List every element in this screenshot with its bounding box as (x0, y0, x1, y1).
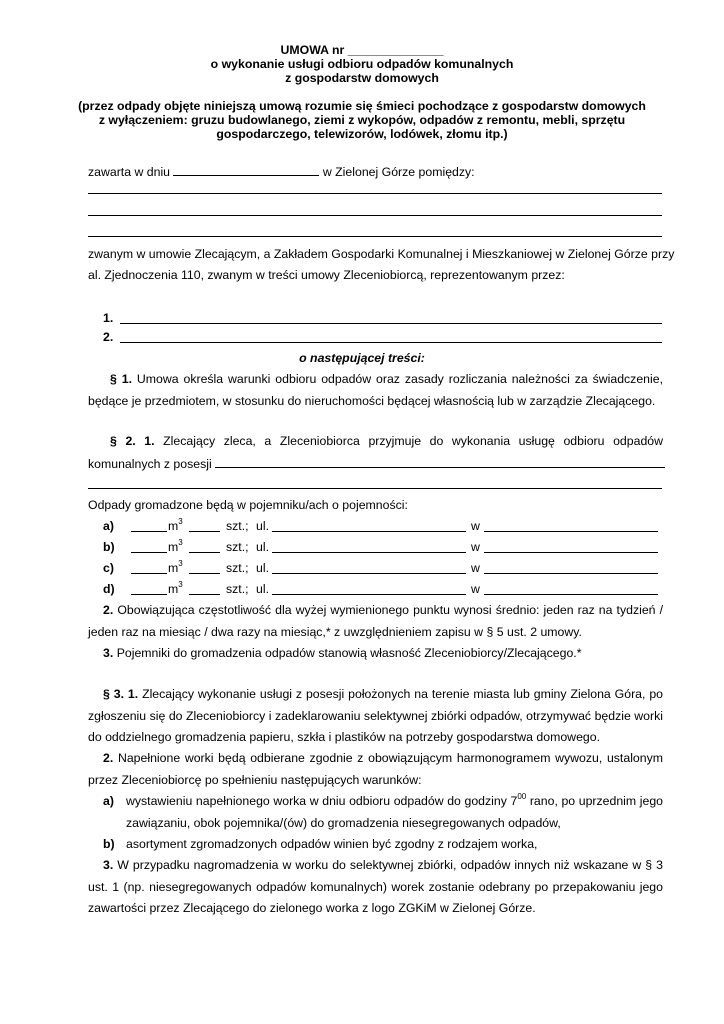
container-count-field[interactable] (189, 562, 220, 574)
intro-date-label: zawarta w dniu (88, 165, 171, 179)
container-unit (168, 516, 183, 533)
scope-note-1: (przez odpady objęte niniejszą umową rozumie się śmieci pochodzące z gospodarstw domowych (78, 99, 646, 113)
unit-exp: 3 (178, 516, 183, 526)
container-street-field[interactable] (272, 583, 466, 595)
unit-m: m (168, 561, 179, 575)
s2-p2-number: 2. (103, 603, 114, 617)
unit-exp: 3 (178, 537, 183, 547)
container-location-field[interactable] (484, 583, 658, 595)
container-unit (168, 579, 183, 596)
scope-note-3: gospodarczego, telewizorów, lodówek, złomu itp.) (216, 127, 508, 141)
s2-line-2 (88, 456, 665, 470)
date-field[interactable] (173, 164, 319, 176)
party-blank-line-3[interactable] (88, 236, 662, 237)
s1-text-1: Umowa określa warunki odbioru odpadów oraz zasady rozliczania należności za świadczenie, (136, 372, 664, 386)
container-volume-field[interactable] (131, 520, 167, 532)
container-volume-field[interactable] (131, 541, 167, 553)
container-row-letter: c) (103, 561, 114, 575)
s3-b-line: asortyment zgromadzonych odpadów winien być zgodny z rodzajem worka, (126, 837, 538, 851)
s2-p3-text: Pojemniki do gromadzenia odpadów stanowią własność Zleceniobiorcy/Zlecającego.* (116, 646, 582, 660)
property-address-line-2[interactable] (88, 488, 662, 489)
container-szt-label: szt.; (226, 582, 249, 596)
unit-exp: 3 (178, 579, 183, 589)
container-street-label: ul. (256, 540, 269, 554)
container-w-label: w (471, 540, 480, 554)
container-w-label: w (471, 582, 480, 596)
s2-p2-line-2: jeden raz na miesiąc / dwa razy na miesiąc,* z uwzględnieniem zapisu w § 5 ust. 2 umowy. (88, 625, 582, 639)
container-volume-field[interactable] (131, 583, 167, 595)
rep-2-number: 2. (103, 330, 114, 344)
representative-1-field[interactable] (120, 323, 662, 324)
s2-text-1: Zlecający zleca, a Zleceniobiorca przyjmuje do wykonania usługę odbioru odpadów (163, 434, 664, 448)
s3-p3-line-2: ust. 1 (np. niesegregowanych odpadów komunalnych) worek zostanie odebrany po przepakowaniu jego (88, 880, 663, 894)
representative-2 (103, 331, 113, 343)
container-volume-field[interactable] (131, 562, 167, 574)
content-heading: o następującej treści: (299, 351, 425, 365)
representative-2-field[interactable] (120, 342, 662, 343)
containers-intro: Odpady gromadzone będą w pojemniku/ach o pojemności: (88, 498, 408, 512)
contract-subtitle-1: o wykonanie usługi odbioru odpadów komunalnych (210, 57, 514, 71)
s3-label: § 3. 1. (103, 687, 139, 701)
container-street-label: ul. (256, 582, 269, 596)
container-street-label: ul. (256, 561, 269, 575)
s3-line-1 (103, 688, 663, 700)
s1-line-2: będące je przedmiotem, w stosunku do nieruchomości będącej własnością lub w zarządzie Zlecającego. (88, 394, 656, 408)
s2-p2-line-1 (103, 604, 663, 616)
unit-m: m (168, 519, 179, 533)
s2-line-1 (110, 435, 663, 447)
scope-note-2: z wyłączeniem: gruzu budowlanego, ziemi z wykopów, odpadów z remontu, mebli, sprzętu (98, 113, 626, 127)
party-blank-line-1[interactable] (88, 193, 662, 194)
property-address-field[interactable] (215, 456, 665, 468)
s3-p3-text-1: W przypadku nagromadzenia w worku do selektywnej zbiórki, odpadów innych niż wskazane w § 3 (117, 858, 664, 872)
s1-label: § 1. (110, 372, 132, 386)
container-location-field[interactable] (484, 520, 658, 532)
contract-subtitle-2: z gospodarstw domowych (285, 71, 439, 85)
container-row-letter: d) (103, 582, 115, 596)
s3-p2-text-1: Napełnione worki będą odbierane zgodnie z obowiązującym harmonogramem wywozu, ustalonym (117, 751, 663, 765)
container-w-label: w (471, 561, 480, 575)
container-street-field[interactable] (272, 562, 466, 574)
container-street-field[interactable] (272, 541, 466, 553)
intro-zwanym-1: zwanym w umowie Zlecającym, a Zakładem Gospodarki Komunalnej i Mieszkaniowej w Zielonej Górze przy (88, 247, 675, 261)
container-location-field[interactable] (484, 562, 658, 574)
unit-m: m (168, 540, 179, 554)
container-unit (168, 558, 183, 575)
s2-p2-text-1: Obowiązująca częstotliwość dla wyżej wymienionego punktu wynosi średnio: jeden raz na tydzień / (117, 603, 663, 617)
container-szt-label: szt.; (226, 540, 249, 554)
container-location-field[interactable] (484, 541, 658, 553)
party-blank-line-2[interactable] (88, 215, 662, 216)
container-street-field[interactable] (272, 520, 466, 532)
container-szt-label: szt.; (226, 519, 249, 533)
s3-p3-number: 3. (103, 858, 114, 872)
container-w-label: w (471, 519, 480, 533)
container-count-field[interactable] (189, 520, 220, 532)
representative-1 (103, 312, 113, 324)
intro-zwanym-2: al. Zjednoczenia 110, zwanym w treści umowy Zleceniobiorcą, reprezentowanym przez: (88, 268, 565, 282)
s3-p2-line-2: przez Zleceniobiorcę po spełnieniu następujących warunków: (88, 773, 422, 787)
s3-text-1: Zlecający wykonanie usługi z posesji położonych na terenie miasta lub gminy Zielona Góra, po (142, 687, 664, 701)
container-street-label: ul. (256, 519, 269, 533)
intro-line (88, 164, 475, 178)
s3-line-3: do oddzielnego gromadzenia papieru, szkła i plastików na potrzeby gospodarstwa domowego. (88, 730, 600, 744)
s3-a-line-1 (126, 791, 663, 808)
container-count-field[interactable] (189, 583, 220, 595)
container-count-field[interactable] (189, 541, 220, 553)
s3-p3-line-1 (103, 859, 663, 871)
container-unit (168, 537, 183, 554)
s3-p3-line-3: zawartości przez Zlecającego do zielonego worka z logo ZGKiM w Zielonej Górze. (88, 901, 536, 915)
container-szt-label: szt.; (226, 561, 249, 575)
s3-p2-number: 2. (103, 751, 114, 765)
s3-p2-line-1 (103, 752, 663, 764)
s2-text-2: komunalnych z posesji (88, 457, 212, 471)
s3-line-2: zgłoszeniu się do Zleceniobiorcy i zadeklarowaniu selektywnej zbiórki odpadów, otrzymywać będzie worki (88, 709, 663, 723)
s3-b-label: b) (103, 837, 115, 851)
unit-exp: 3 (178, 558, 183, 568)
s3-a-text: wystawieniu napełnionego worka w dniu odbioru odpadów do godziny 7 (126, 794, 518, 808)
container-row-letter: a) (103, 519, 114, 533)
s2-label: § 2. 1. (110, 434, 155, 448)
s3-a-line-2: zawiązaniu, obok pojemnika/(ów) do gromadzenia niesegregowanych odpadów, (126, 816, 561, 830)
s2-p3-line (103, 647, 582, 659)
s1-line-1 (110, 373, 663, 385)
s3-a-text-end: rano, po uprzednim jego (529, 794, 663, 808)
s2-p3-number: 3. (103, 646, 114, 660)
s3-a-hour-sup: 00 (517, 791, 527, 801)
intro-place-label: w Zielonej Górze pomiędzy: (322, 165, 475, 179)
container-row-letter: b) (103, 540, 115, 554)
unit-m: m (168, 582, 179, 596)
rep-1-number: 1. (103, 311, 114, 325)
contract-title: UMOWA nr ______________ (280, 43, 444, 57)
s3-a-label: a) (103, 794, 114, 808)
